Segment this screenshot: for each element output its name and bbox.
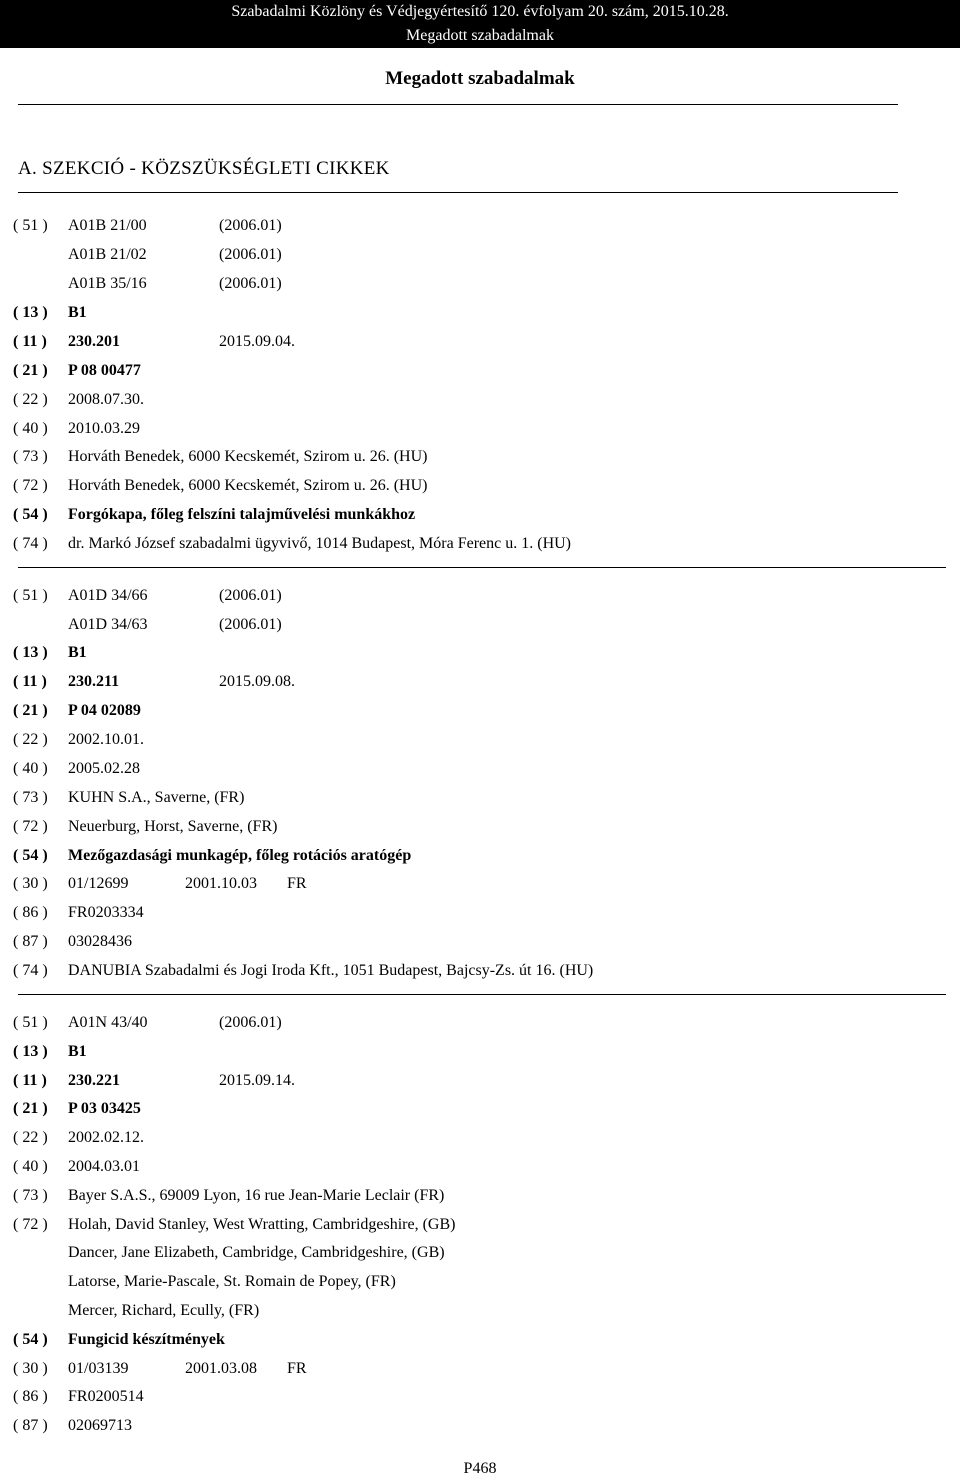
inid-code: ( 21 ) [13, 362, 48, 379]
inid-code: ( 74 ) [13, 962, 48, 979]
priority-date: 2001.03.08 [185, 1360, 257, 1377]
inid-code: ( 51 ) [13, 217, 48, 234]
section-header: Megadott szabadalmak [0, 24, 960, 48]
filing-date: 2002.02.12. [68, 1129, 144, 1146]
grant-date: 2015.09.08. [219, 673, 295, 690]
pct-application: FR0203334 [68, 904, 144, 921]
ipc-version: (2006.01) [219, 275, 282, 292]
inid-code: ( 86 ) [13, 904, 48, 921]
inid-code: ( 21 ) [13, 702, 48, 719]
title-rule [18, 104, 898, 105]
inid-code: ( 72 ) [13, 1216, 48, 1233]
inid-code: ( 54 ) [13, 506, 48, 523]
inid-code: ( 51 ) [13, 587, 48, 604]
page-number: P468 [463, 1460, 497, 1477]
inid-code: ( 40 ) [13, 1158, 48, 1175]
inventor: Neuerburg, Horst, Saverne, (FR) [68, 818, 278, 835]
inid-code: ( 13 ) [13, 1043, 48, 1060]
proprietor: KUHN S.A., Saverne, (FR) [68, 789, 245, 806]
ipc-version: (2006.01) [219, 587, 282, 604]
inid-code: ( 73 ) [13, 1187, 48, 1204]
inid-code: ( 21 ) [13, 1100, 48, 1117]
document-kind: B1 [68, 644, 87, 661]
ipc-version: (2006.01) [219, 217, 282, 234]
document-kind: B1 [68, 304, 87, 321]
inid-code: ( 51 ) [13, 1014, 48, 1031]
inventor: Mercer, Richard, Ecully, (FR) [68, 1302, 260, 1319]
inid-code: ( 30 ) [13, 875, 48, 892]
publication-date: 2004.03.01 [68, 1158, 140, 1175]
priority-country: FR [287, 1360, 307, 1377]
inid-code: ( 72 ) [13, 818, 48, 835]
inid-code: ( 73 ) [13, 789, 48, 806]
inid-code: ( 11 ) [13, 1072, 47, 1089]
priority-number: 01/03139 [68, 1360, 129, 1377]
inventor: Horváth Benedek, 6000 Kecskemét, Szirom u. 26. (HU) [68, 477, 428, 494]
inventor: Holah, David Stanley, West Wratting, Cambridgeshire, (GB) [68, 1216, 456, 1233]
pct-publication: 02069713 [68, 1417, 132, 1434]
application-number: P 03 03425 [68, 1100, 141, 1117]
patent-number: 230.221 [68, 1072, 120, 1089]
priority-date: 2001.10.03 [185, 875, 257, 892]
proprietor: Bayer S.A.S., 69009 Lyon, 16 rue Jean-Marie Leclair (FR) [68, 1187, 445, 1204]
ipc-class: A01B 21/02 [68, 246, 147, 263]
inid-code: ( 73 ) [13, 448, 48, 465]
application-number: P 04 02089 [68, 702, 141, 719]
grant-date: 2015.09.04. [219, 333, 295, 350]
grant-date: 2015.09.14. [219, 1072, 295, 1089]
inid-code: ( 30 ) [13, 1360, 48, 1377]
invention-title: Mezőgazdasági munkagép, főleg rotációs aratógép [68, 847, 412, 864]
ipc-class: A01B 35/16 [68, 275, 147, 292]
inid-code: ( 13 ) [13, 644, 48, 661]
inid-code: ( 86 ) [13, 1388, 48, 1405]
invention-title: Forgókapa, főleg felszíni talajművelési munkákhoz [68, 506, 416, 523]
inid-code: ( 54 ) [13, 1331, 48, 1348]
inid-code: ( 40 ) [13, 420, 48, 437]
inid-code: ( 40 ) [13, 760, 48, 777]
inid-code: ( 11 ) [13, 333, 47, 350]
section-title: A. SZEKCIÓ - KÖZSZÜKSÉGLETI CIKKEK [18, 158, 390, 179]
inid-code: ( 87 ) [13, 933, 48, 950]
application-number: P 08 00477 [68, 362, 141, 379]
filing-date: 2002.10.01. [68, 731, 144, 748]
ipc-version: (2006.01) [219, 246, 282, 263]
document-kind: B1 [68, 1043, 87, 1060]
inid-code: ( 22 ) [13, 731, 48, 748]
inid-code: ( 22 ) [13, 1129, 48, 1146]
journal-header: Szabadalmi Közlöny és Védjegyértesítő 120. évfolyam 20. szám, 2015.10.28. [0, 0, 960, 24]
filing-date: 2008.07.30. [68, 391, 144, 408]
ipc-class: A01B 21/00 [68, 217, 147, 234]
priority-number: 01/12699 [68, 875, 129, 892]
inid-code: ( 11 ) [13, 673, 47, 690]
inid-code: ( 87 ) [13, 1417, 48, 1434]
record-divider [18, 567, 946, 568]
inid-code: ( 13 ) [13, 304, 48, 321]
inid-code: ( 72 ) [13, 477, 48, 494]
invention-title: Fungicid készítmények [68, 1331, 225, 1348]
ipc-version: (2006.01) [219, 1014, 282, 1031]
section-rule [18, 192, 898, 193]
publication-date: 2005.02.28 [68, 760, 140, 777]
page-title: Megadott szabadalmak [385, 68, 575, 89]
record-divider [18, 994, 946, 995]
pct-publication: 03028436 [68, 933, 132, 950]
inid-code: ( 74 ) [13, 535, 48, 552]
inid-code: ( 54 ) [13, 847, 48, 864]
proprietor: Horváth Benedek, 6000 Kecskemét, Szirom u. 26. (HU) [68, 448, 428, 465]
patent-number: 230.201 [68, 333, 120, 350]
attorney: dr. Markó József szabadalmi ügyvivő, 1014 Budapest, Móra Ferenc u. 1. (HU) [68, 535, 571, 552]
ipc-class: A01N 43/40 [68, 1014, 148, 1031]
ipc-class: A01D 34/63 [68, 616, 148, 633]
attorney: DANUBIA Szabadalmi és Jogi Iroda Kft., 1051 Budapest, Bajcsy-Zs. út 16. (HU) [68, 962, 594, 979]
inventor: Latorse, Marie-Pascale, St. Romain de Popey, (FR) [68, 1273, 396, 1290]
publication-date: 2010.03.29 [68, 420, 140, 437]
inventor: Dancer, Jane Elizabeth, Cambridge, Cambridgeshire, (GB) [68, 1244, 445, 1261]
ipc-class: A01D 34/66 [68, 587, 148, 604]
pct-application: FR0200514 [68, 1388, 144, 1405]
priority-country: FR [287, 875, 307, 892]
inid-code: ( 22 ) [13, 391, 48, 408]
patent-number: 230.211 [68, 673, 120, 690]
ipc-version: (2006.01) [219, 616, 282, 633]
